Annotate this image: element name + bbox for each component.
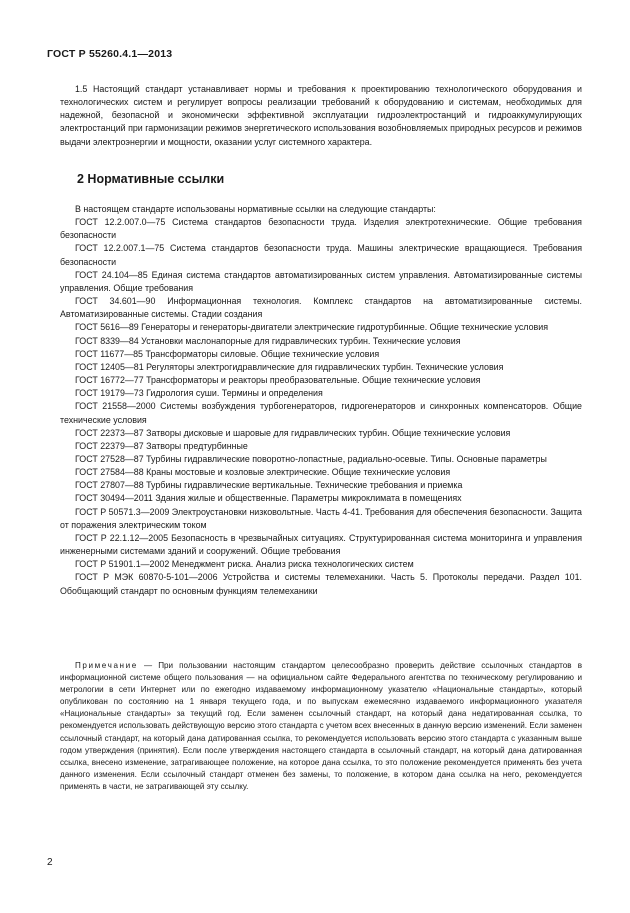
reference-item: ГОСТ 30494—2011 Здания жилые и общественные. Параметры микроклимата в помещениях (75, 493, 462, 504)
reference-item: ГОСТ 27584—88 Краны мостовые и козловые электрические. Общие технические условия (75, 467, 451, 478)
reference-item: ГОСТ 11677—85 Трансформаторы силовые. Общие технические условия (75, 348, 380, 359)
intro-section (60, 83, 582, 149)
section-title: 2 Нормативные ссылки (77, 172, 225, 186)
reference-item: ГОСТ 19179—73 Гидрология суши. Термины и определения (75, 388, 323, 399)
reference-item: ГОСТ 8339—84 Установки маслонапорные для гидравлических турбин. Технические условия (75, 335, 461, 346)
document-header: ГОСТ Р 55260.4.1—2013 (47, 48, 173, 60)
reference-item: ГОСТ Р МЭК 60870-5-101—2006 Устройства и системы телемеханики. Часть 5. Протоколы передачи. Раздел 101. Обобщающий стандарт по основным функциям телемеханики (60, 572, 582, 596)
note-label: Примечание (75, 661, 138, 670)
reference-item: ГОСТ 22373—87 Затворы дисковые и шаровые для гидравлических турбин. Общие технические условия (75, 427, 511, 438)
reference-item: ГОСТ 24.104—85 Единая система стандартов автоматизированных систем управления. Автоматизированные системы управления. Общие требования (60, 269, 582, 293)
page-number: 2 (47, 857, 53, 868)
references-lead: В настоящем стандарте использованы нормативные ссылки на следующие стандарты: (75, 204, 436, 214)
references-list (60, 216, 582, 598)
reference-item: ГОСТ 34.601—90 Информационная технология. Комплекс стандартов на автоматизированные системы. Автоматизированные системы. Стадии создания (60, 296, 582, 320)
reference-item: ГОСТ Р 51901.1—2002 Менеджмент риска. Анализ риска технологических систем (75, 559, 414, 570)
intro-paragraph: 1.5 Настоящий стандарт устанавливает нормы и требования к проектированию технологического оборудования и технологических систем и регулирует вопросы реализации требований к оборудованию и системам, необходимых для надежной, безопасной и экономически эффективной эксплуатации гидроэлектростанций и гидроаккумулирующих электростанций при гармонизации режимов энергетического использования возобновляемых природных ресурсов и режимов выдачи электроэнергии и мощности, оказании услуг системного характера. (60, 84, 583, 147)
reference-item: ГОСТ Р 22.1.12—2005 Безопасность в чрезвычайных ситуациях. Структурированная система мониторинга и управления инженерными системами зданий и сооружений. Общие требования (60, 532, 582, 557)
reference-item: ГОСТ 27528—87 Турбины гидравлические поворотно-лопастные, радиально-осевые. Типы. Основные параметры (75, 453, 547, 464)
reference-item: ГОСТ 12.2.007.0—75 Система стандартов безопасности труда. Изделия электротехнические. Общие требования безопасности (60, 217, 582, 241)
reference-item: ГОСТ 22379—87 Затворы предтурбинные (75, 440, 248, 451)
reference-item: ГОСТ 5616—89 Генераторы и генераторы-двигатели электрические гидротурбинные. Общие технические условия (75, 322, 548, 333)
reference-item: ГОСТ 12.2.007.1—75 Система стандартов безопасности труда. Машины электрические вращающиеся. Требования безопасности (60, 243, 582, 267)
reference-item: ГОСТ 21558—2000 Системы возбуждения турбогенераторов, гидрогенераторов и синхронных компенсаторов. Общие технические условия (60, 401, 582, 425)
note-text: — При пользовании настоящим стандартом целесообразно проверить действие ссылочных стандартов в информационной системе общего пользования — на официальном сайте Федерального агентства по техническому регулированию и метрологии в сети Интернет или по ежегодно издаваемому информационному указателю «Национальные стандарты», который опубликован по состоянию на 1 января текущего года, и по выпускам ежемесячно издаваемого информационного указателя «Национальные стандарты» за текущий год. Если заменен ссылочный стандарт, на который дана недатированная ссылка, то рекомендуется использовать действующую версию этого стандарта с учетом всех внесенных в данную версию изменений. Если заменен ссылочный стандарт, на который дана датированная ссылка, то рекомендуется использовать версию этого стандарта с указанным выше годом утверждения (принятия). Если после утверждения настоящего стандарта в ссылочный стандарт, на который дана датированная ссылка, внесено изменение, затрагивающее положение, на которое дана ссылка, то это положение рекомендуется применять без учета данного изменения. Если ссылочный стандарт отменен без замены, то положение, в котором дана ссылка на него, рекомендуется применять в части, не затрагивающей эту ссылку. (60, 661, 582, 791)
reference-item: ГОСТ 12405—81 Регуляторы электрогидравлические для гидравлических турбин. Технические условия (75, 361, 504, 372)
reference-item: ГОСТ 16772—77 Трансформаторы и реакторы преобразовательные. Общие технические условия (75, 375, 481, 386)
reference-item: ГОСТ 27807—88 Турбины гидравлические вертикальные. Технические требования и приемка (75, 480, 463, 491)
reference-item: ГОСТ Р 50571.3—2009 Электроустановки низковольтные. Часть 4-41. Требования для обеспечения безопасности. Защита от поражения электрическим током (60, 506, 582, 530)
note-paragraph (60, 660, 582, 793)
references-section (60, 203, 582, 598)
